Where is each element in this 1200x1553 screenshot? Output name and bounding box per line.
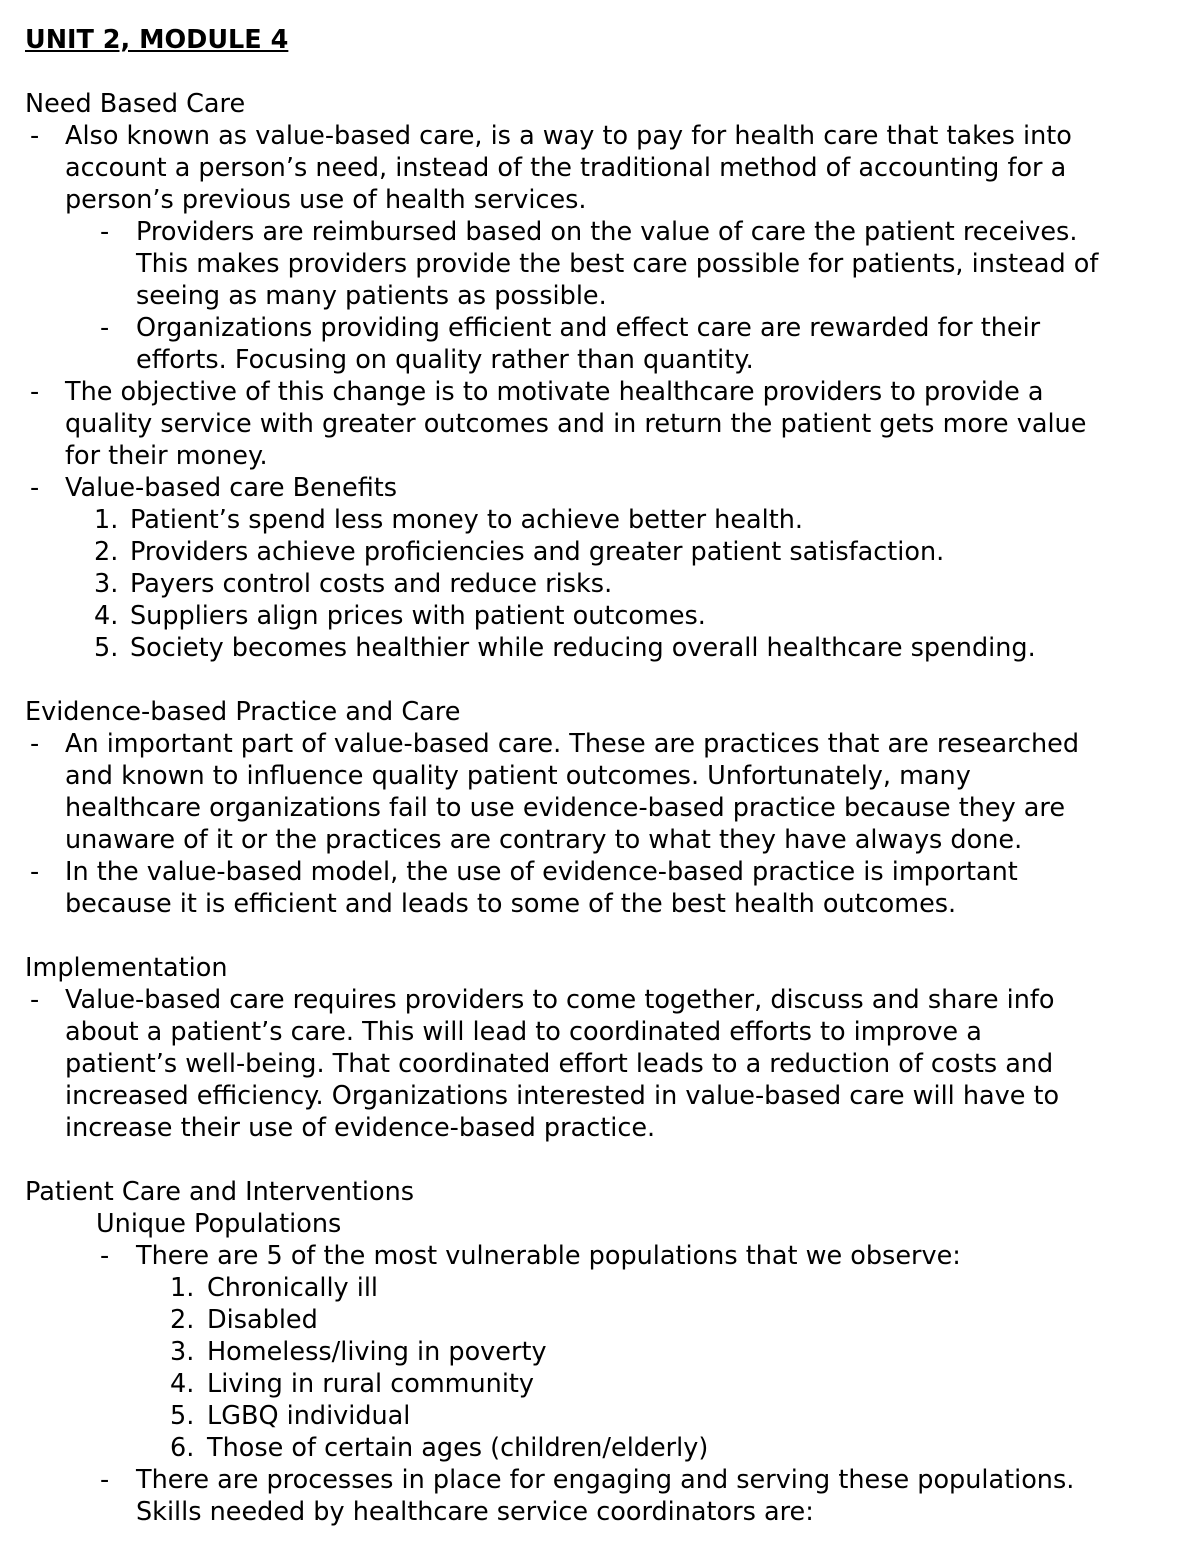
bullet-text-line: There are 5 of the most vulnerable populations that we observe: — [136, 1241, 961, 1271]
numbered-marker: 6. — [170, 1433, 195, 1463]
bullet-marker: - — [30, 985, 40, 1015]
sub-bullet-text-line: Organizations providing efficient and effect care are rewarded for their — [136, 313, 1041, 343]
bullet-text-line: quality service with greater outcomes and in return the patient gets more value — [65, 409, 1087, 439]
sub-bullet-text-line: seeing as many patients as possible. — [136, 281, 607, 311]
bullet-marker: - — [100, 1241, 110, 1271]
numbered-marker: 2. — [94, 537, 119, 567]
numbered-item: LGBQ individual — [207, 1401, 411, 1431]
numbered-item: Chronically ill — [207, 1273, 379, 1303]
bullet-text-line: healthcare organizations fail to use evidence-based practice because they are — [65, 793, 1066, 823]
bullet-text-line: There are processes in place for engaging and serving these populations. — [136, 1465, 1075, 1495]
numbered-item: Homeless/living in poverty — [207, 1337, 547, 1367]
numbered-marker: 4. — [94, 601, 119, 631]
bullet-marker: - — [30, 377, 40, 407]
numbered-marker: 5. — [170, 1401, 195, 1431]
numbered-item: Payers control costs and reduce risks. — [130, 569, 613, 599]
bullet-marker: - — [30, 121, 40, 151]
bullet-text-line: Value-based care requires providers to come together, discuss and share info — [65, 985, 1055, 1015]
numbered-marker: 3. — [170, 1337, 195, 1367]
bullet-text-line: account a person’s need, instead of the traditional method of accounting for a — [65, 153, 1067, 183]
section-heading: Implementation — [25, 953, 228, 983]
bullet-marker: - — [30, 729, 40, 759]
numbered-item: Those of certain ages (children/elderly) — [207, 1433, 709, 1463]
bullet-text-line: The objective of this change is to motivate healthcare providers to provide a — [65, 377, 1044, 407]
bullet-text-line: person’s previous use of health services. — [65, 185, 587, 215]
numbered-item: Society becomes healthier while reducing overall healthcare spending. — [130, 633, 1036, 663]
bullet-text-line: In the value-based model, the use of evidence-based practice is important — [65, 857, 1018, 887]
numbered-marker: 3. — [94, 569, 119, 599]
document-title: UNIT 2, MODULE 4 — [25, 25, 289, 55]
bullet-text-line: An important part of value-based care. These are practices that are researched — [65, 729, 1080, 759]
bullet-text-line: increased efficiency. Organizations interested in value-based care will have to — [65, 1081, 1060, 1111]
section-heading: Evidence-based Practice and Care — [25, 697, 461, 727]
sub-bullet-text-line: This makes providers provide the best care possible for patients, instead of — [136, 249, 1099, 279]
numbered-item: Living in rural community — [207, 1369, 535, 1399]
numbered-marker: 1. — [94, 505, 119, 535]
bullet-text-line: unaware of it or the practices are contrary to what they have always done. — [65, 825, 1023, 855]
sub-bullet-marker: - — [100, 217, 110, 247]
section-subheading: Unique Populations — [96, 1209, 342, 1239]
sub-bullet-marker: - — [100, 313, 110, 343]
bullet-text-line: for their money. — [65, 441, 268, 471]
numbered-item: Disabled — [207, 1305, 318, 1335]
bullet-marker: - — [30, 857, 40, 887]
bullet-text-line: about a patient’s care. This will lead to coordinated efforts to improve a — [65, 1017, 982, 1047]
sub-bullet-text-line: Providers are reimbursed based on the value of care the patient receives. — [136, 217, 1078, 247]
numbered-marker: 2. — [170, 1305, 195, 1335]
numbered-marker: 5. — [94, 633, 119, 663]
sub-bullet-text-line: efforts. Focusing on quality rather than quantity. — [136, 345, 754, 375]
numbered-marker: 4. — [170, 1369, 195, 1399]
bullet-text-line: Value-based care Benefits — [65, 473, 398, 503]
bullet-text-line: and known to influence quality patient outcomes. Unfortunately, many — [65, 761, 971, 791]
bullet-text-line: Also known as value-based care, is a way to pay for health care that takes into — [65, 121, 1072, 151]
numbered-item: Providers achieve proficiencies and greater patient satisfaction. — [130, 537, 945, 567]
bullet-text-line: Skills needed by healthcare service coordinators are: — [136, 1497, 814, 1527]
bullet-text-line: increase their use of evidence-based practice. — [65, 1113, 656, 1143]
numbered-item: Patient’s spend less money to achieve better health. — [130, 505, 803, 535]
section-heading: Need Based Care — [25, 89, 246, 119]
section-heading: Patient Care and Interventions — [25, 1177, 415, 1207]
numbered-marker: 1. — [170, 1273, 195, 1303]
bullet-marker: - — [30, 473, 40, 503]
numbered-item: Suppliers align prices with patient outcomes. — [130, 601, 706, 631]
bullet-text-line: patient’s well-being. That coordinated effort leads to a reduction of costs and — [65, 1049, 1054, 1079]
bullet-text-line: because it is efficient and leads to some of the best health outcomes. — [65, 889, 957, 919]
bullet-marker: - — [100, 1465, 110, 1495]
